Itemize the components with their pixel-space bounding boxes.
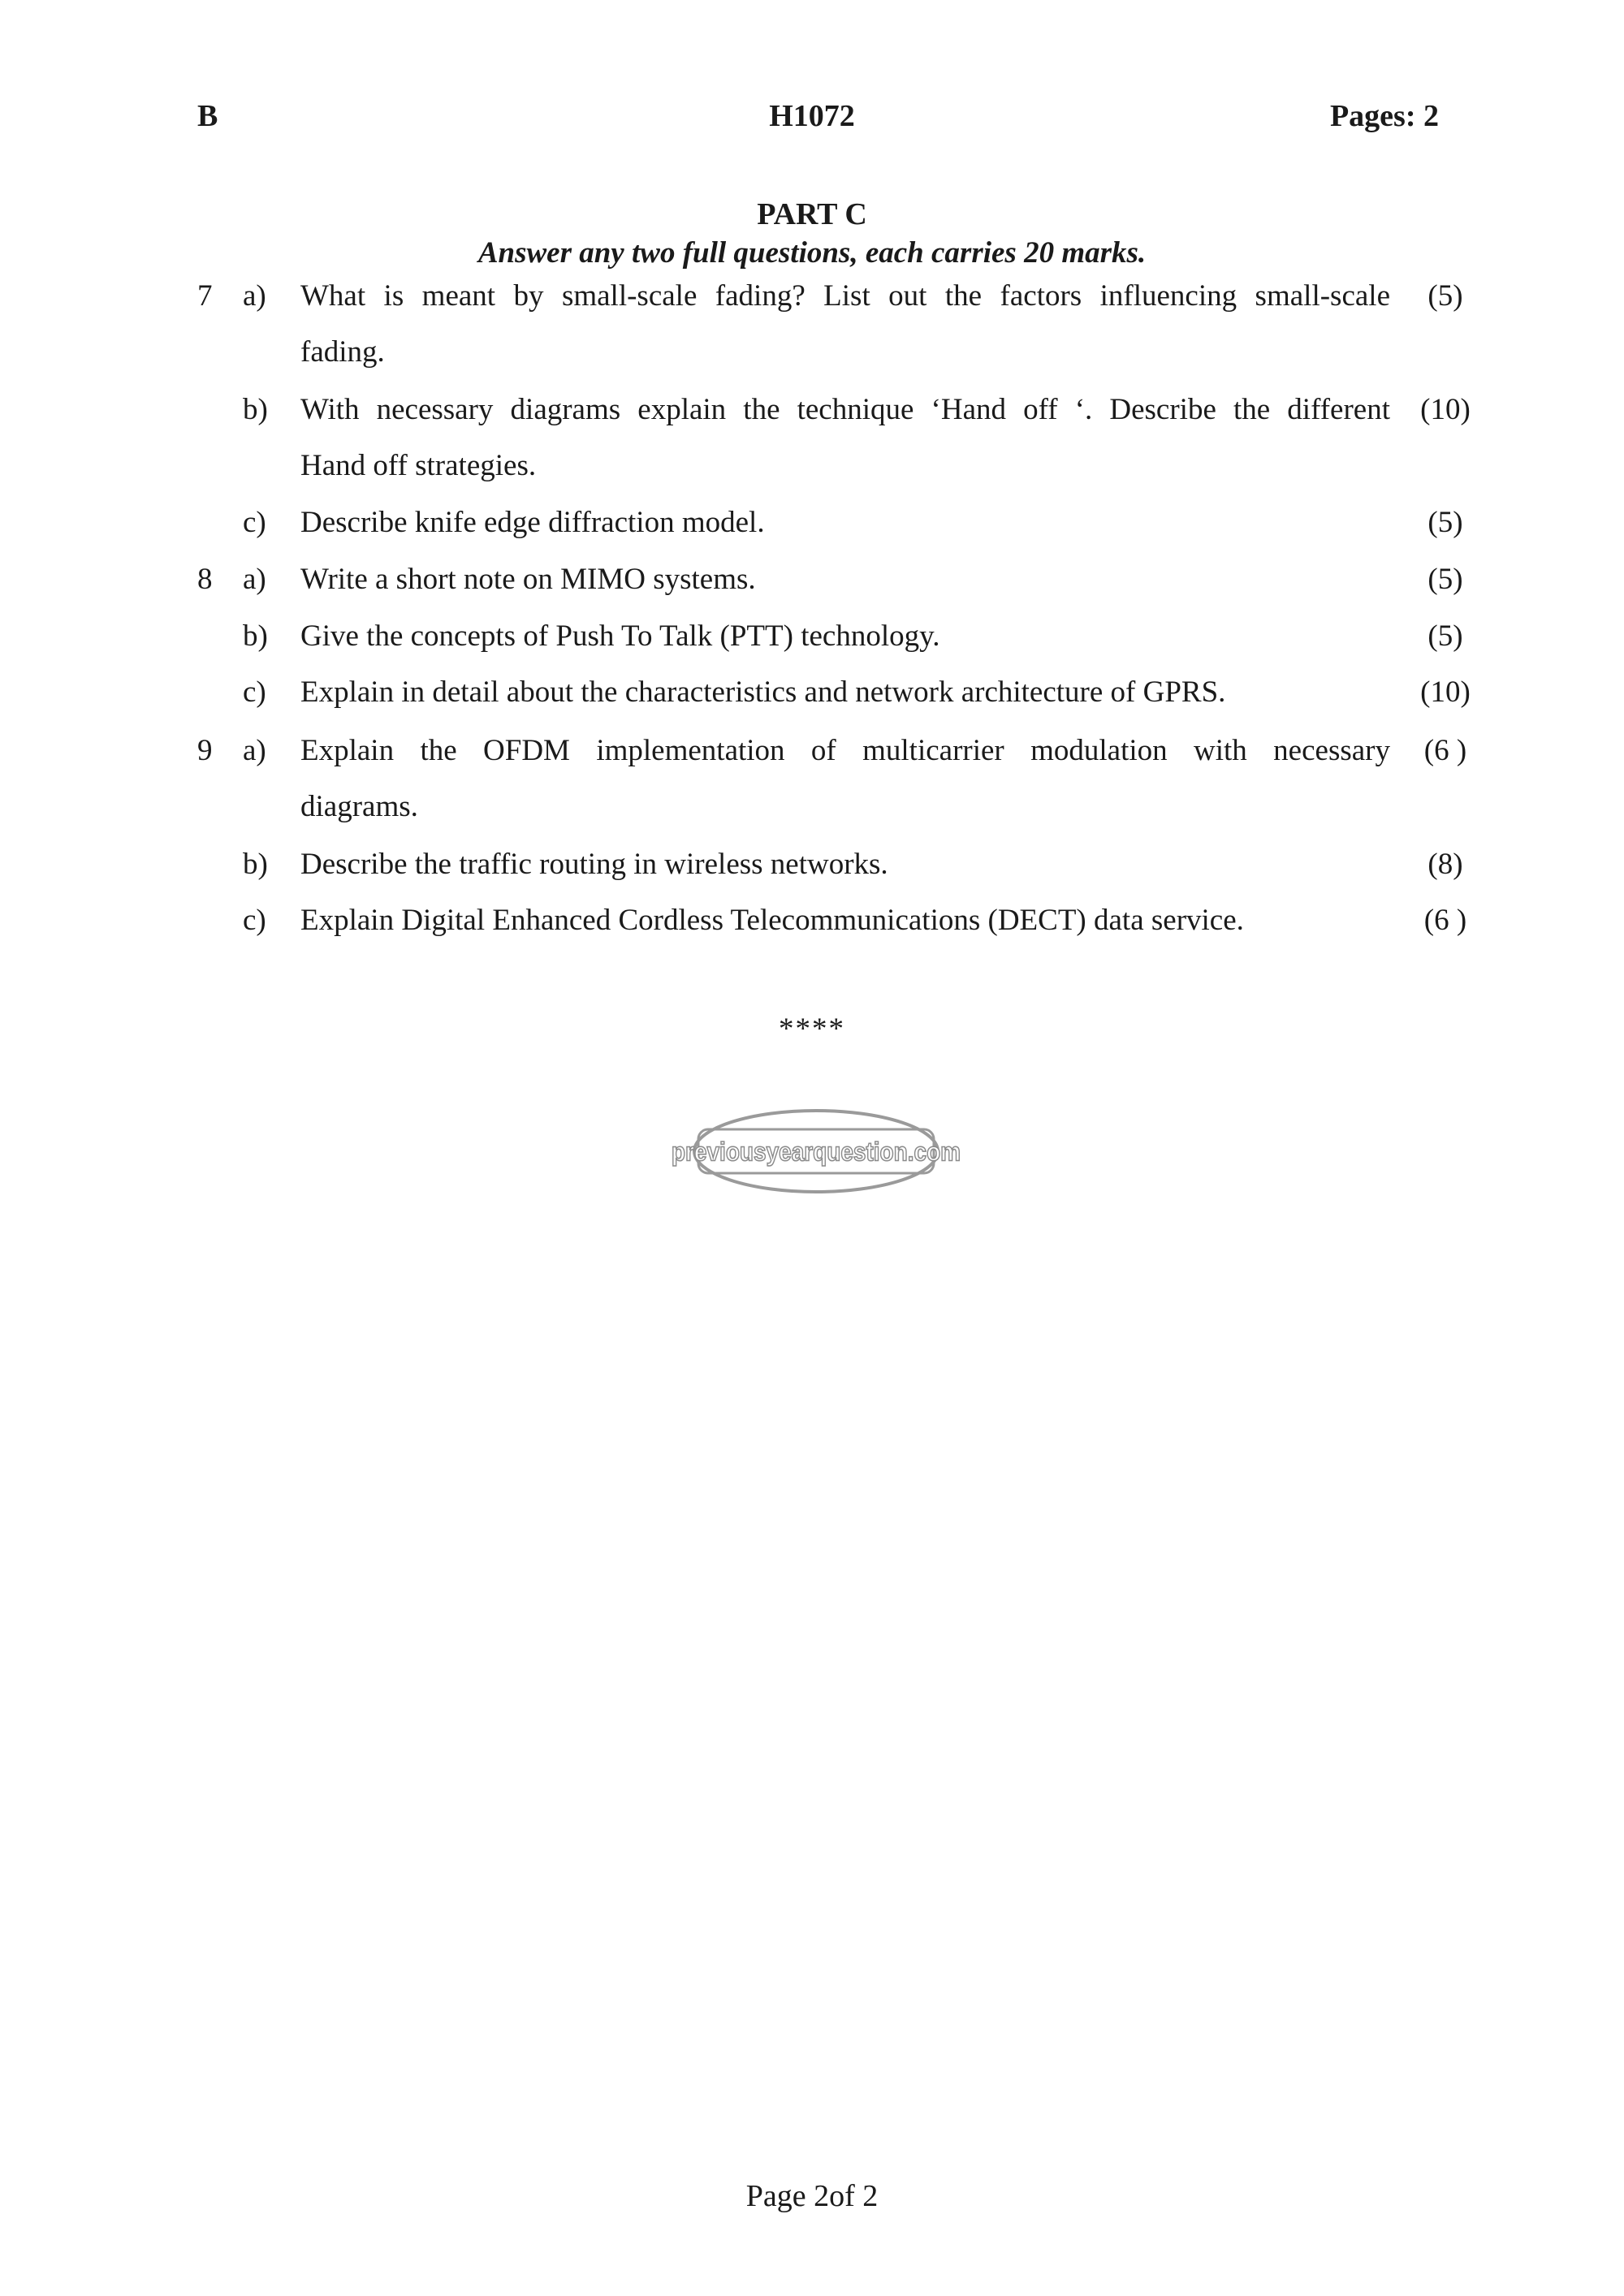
question-marks: (6 ) (1423, 734, 1467, 767)
question-part-label: c) (243, 506, 266, 539)
question-text-line: Explain in detail about the characteristics and network architecture of GPRS. (300, 675, 1226, 709)
question-part-label: c) (243, 904, 266, 937)
question-part-label: c) (243, 675, 266, 709)
question-part-label: a) (243, 734, 266, 767)
question-marks: (10) (1420, 675, 1471, 709)
paper-section-code: B (197, 99, 218, 133)
paper-code: H1072 (769, 99, 855, 133)
question-marks: (5) (1427, 563, 1463, 596)
question-text-line: Explain Digital Enhanced Cordless Telecommunications (DECT) data service. (300, 904, 1244, 937)
section-title: PART C (757, 197, 867, 231)
question-text-line: Explain the OFDM implementation of multicarrier modulation with necessary (300, 734, 1390, 767)
question-part-label: b) (243, 619, 268, 653)
question-part-label: a) (243, 279, 266, 313)
question-marks: (5) (1427, 506, 1463, 539)
question-number: 7 (197, 279, 213, 313)
question-text-line: Describe the traffic routing in wireless networks. (300, 848, 888, 881)
svg-text:previousyearquestion.com: previousyearquestion.com (671, 1137, 961, 1167)
question-number: 8 (197, 563, 213, 596)
question-text-line: Describe knife edge diffraction model. (300, 506, 765, 539)
question-marks: (5) (1427, 619, 1463, 653)
pages-count: Pages: 2 (1329, 99, 1439, 133)
question-text-line: fading. (300, 335, 385, 369)
watermark-logo-icon (671, 1107, 961, 1196)
question-marks: (5) (1427, 279, 1463, 313)
question-marks: (8) (1427, 848, 1463, 881)
question-text-line: With necessary diagrams explain the technique ‘Hand off ‘. Describe the different (300, 393, 1390, 426)
question-text-line: What is meant by small-scale fading? List out the factors influencing small-scale (300, 279, 1390, 313)
question-text-line: diagrams. (300, 790, 418, 823)
question-marks: (10) (1420, 393, 1471, 426)
question-part-label: b) (243, 848, 268, 881)
question-marks: (6 ) (1423, 904, 1467, 937)
question-text-line: Hand off strategies. (300, 449, 537, 482)
question-part-label: b) (243, 393, 268, 426)
question-text-line: Write a short note on MIMO systems. (300, 563, 756, 596)
question-text-line: Give the concepts of Push To Talk (PTT) technology. (300, 619, 940, 653)
end-marker: **** (779, 1012, 845, 1046)
section-instructions: Answer any two full questions, each carries 20 marks. (477, 236, 1147, 270)
page-number-footer: Page 2of 2 (745, 2179, 879, 2213)
question-part-label: a) (243, 563, 266, 596)
question-number: 9 (197, 734, 213, 767)
